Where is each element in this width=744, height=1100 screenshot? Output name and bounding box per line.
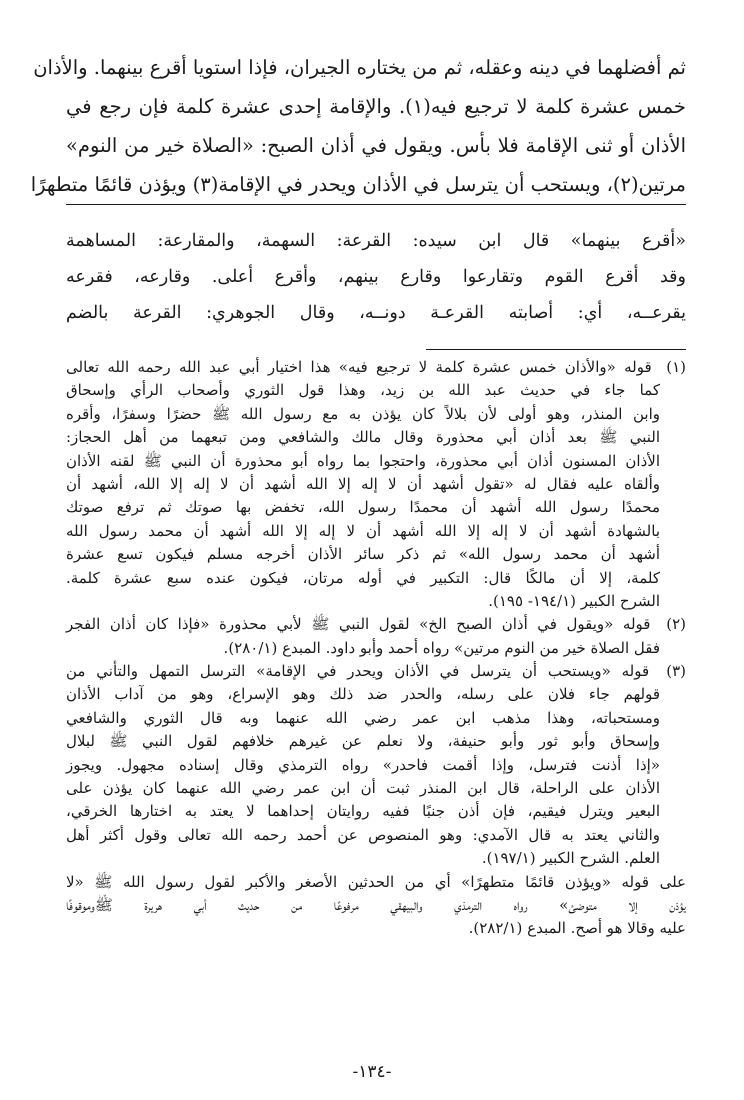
footnote-line: الأذان على الراحلة، قال ابن المنذر ثبت أن ابن عمر رضي الله عنهما كان يؤذن على [66,779,660,798]
footnote-line: كما جاء في حديث عبد الله بن زيد، وهذا قول الثوري وأصحاب الرأي وإسحاق [66,381,660,400]
footnote-1 [66,356,686,613]
footnote-line: بالشهادة أشهد أن لا إله إلا الله أشهد أن لا إله إلا الله أشهد أن محمد رسول الله [66,521,660,540]
footnote-line: وابن المنذر، وهو أولى لأن بلالاً كان يؤذن به مع رسول الله ﷺ حضرًا وسفرًا، وأقره [66,404,660,423]
page-number: -١٣٤- [352,1062,392,1082]
footnote-line: يؤذن إلا متوضئ» رواه الترمذي والبيهقي مرفوعًا من حديث أبي هريرة ﷺوموقوفًا [66,895,686,914]
footnote-line: والثاني يعتد به قال الآمدي: وهو المنصوص عن أحمد رحمه الله تعالى وقول أكثر أهل [66,825,660,844]
footnote-line: «إذا أذنت فترسل، وإذا أقمت فاحدر» رواه الترمذي وقال إسناده مجهول. ويجوز [66,755,660,774]
main-line: ثم أفضلهما في دينه وعقله، ثم من يختاره الجيران، فإذا استويا أقرع بينهما. والأذان [33,56,686,79]
main-line: الأذان أو ثنى الإقامة فلا بأس. ويقول في أذان الصبح: «الصلاة خير من النوم» [66,134,686,157]
footnote-number: (٣) [666,662,686,681]
comment-line: وقد أقرع القوم وتقارعوا وقارع بينهم، وأقرع أعلى. وقارعه، فقرعه [66,267,686,287]
commentary [66,223,686,331]
footnote-line: (١) قوله «والأذان خمس عشرة كلمة لا ترجيع فيه» هذا اختيار أبي عبد الله رحمه الله تعالى [66,356,686,379]
extra-note [66,871,686,941]
footnote-line: وإسحاق وأبو ثور وأبو حنيفة، ولا نعلم عن غيرهم خلافهم لقول النبي ﷺ لبلال [66,732,660,751]
footnote-line: البعير ويترل فيقيم، فإن أذن جنبًا ففيه روايتان إحداهما لا يعتد به اختارها الخرقي، [66,802,660,821]
main-line: مرتين(٢)، ويستحب أن يترسل في الأذان ويحدر في الإقامة(٣) ويؤذن قائمًا متطهرًا [66,165,686,205]
footnote-line: على قوله «ويؤذن قائمًا متطهرًا» أي من الحدثين الأصغر والأكبر لقول رسول الله ﷺ «لا [66,872,686,891]
footnote-line: الشرح الكبير (١٩٤/١- ١٩٥). [488,591,660,610]
footnote-number: (٢) [666,615,686,634]
footnote-line: النبي ﷺ بعد أذان أبي محذورة وقال مالك والشافعي ومن تبعهما من أهل الحجاز: [66,428,660,447]
footnote-line: قولهم جاء فلان على رسله، والحدر ضد ذلك وهو الإسراع، وهو من آداب الأذان [66,685,660,704]
comment-line: «أقرع بينهما» قال ابن سيده: القرعة: السهمة، والمقارعة: المساهمة [66,231,686,251]
footnote-3 [66,660,686,871]
footnote-line: ومستحباته، وهذا مذهب ابن عمر رضي الله عنهما وبه قال الثوري والشافعي [66,708,660,727]
page-content [30,48,686,941]
footnote-line: عليه وقالا هو أصح. المبدع (٢٨٢/١). [468,919,686,938]
footnote-line: الأذان المسنون أذان أبي محذورة، واحتجوا بما رواه أبو محذورة أن النبي ﷺ لقنه الأذان [66,451,660,470]
footnote-line: فقل الصلاة خير من النوم مرتين» رواه أحمد وأبو داود. المبدع (٢٨٠/١). [223,638,660,657]
footnote-line: وألقاه عليه فقال له «تقول أشهد أن لا إله إلا الله أشهد أن لا إله إلا الله، أشهد أن [66,474,660,493]
footnote-line: أشهد أن محمد رسول الله» ثم ذكر سائر الأذان أخرجه مسلم فيكون تسع عشرة [66,545,660,564]
main-line: خمس عشرة كلمة لا ترجيع فيه(١). والإقامة إحدى عشرة كلمة فإن رجع في [66,95,686,118]
footnote-line: (٢) قوله «ويقول في أذان الصبح الخ» لقول النبي ﷺ لأبي محذورة «فإذا كان أذان الفجر [66,613,686,636]
footnote-separator [426,349,686,350]
footnote-line: العلم. الشرح الكبير (١٩٧/١). [481,849,660,868]
footnote-line: كلمة، إلا أن مالكًا قال: التكبير في أوله مرتان، فيكون عنده سبع عشرة كلمة. [66,568,660,587]
comment-line: يقرعــه، أي: أصابته القرعـة دونــه، وقال الجوهري: القرعة بالضم [66,303,686,323]
footnote-line: (٣) قوله «ويستحب أن يترسل في الأذان ويحدر في الإقامة» الترسل التمهل والتأني من [66,660,686,683]
footnote-line: محمدًا رسول الله أشهد أن محمدًا رسول الله، تخفض بها صوتك ثم ترفع صوتك [66,498,660,517]
footnote-2 [66,613,686,660]
main-text [30,48,686,205]
footnote-number: (١) [666,358,686,376]
footnotes [66,356,686,941]
